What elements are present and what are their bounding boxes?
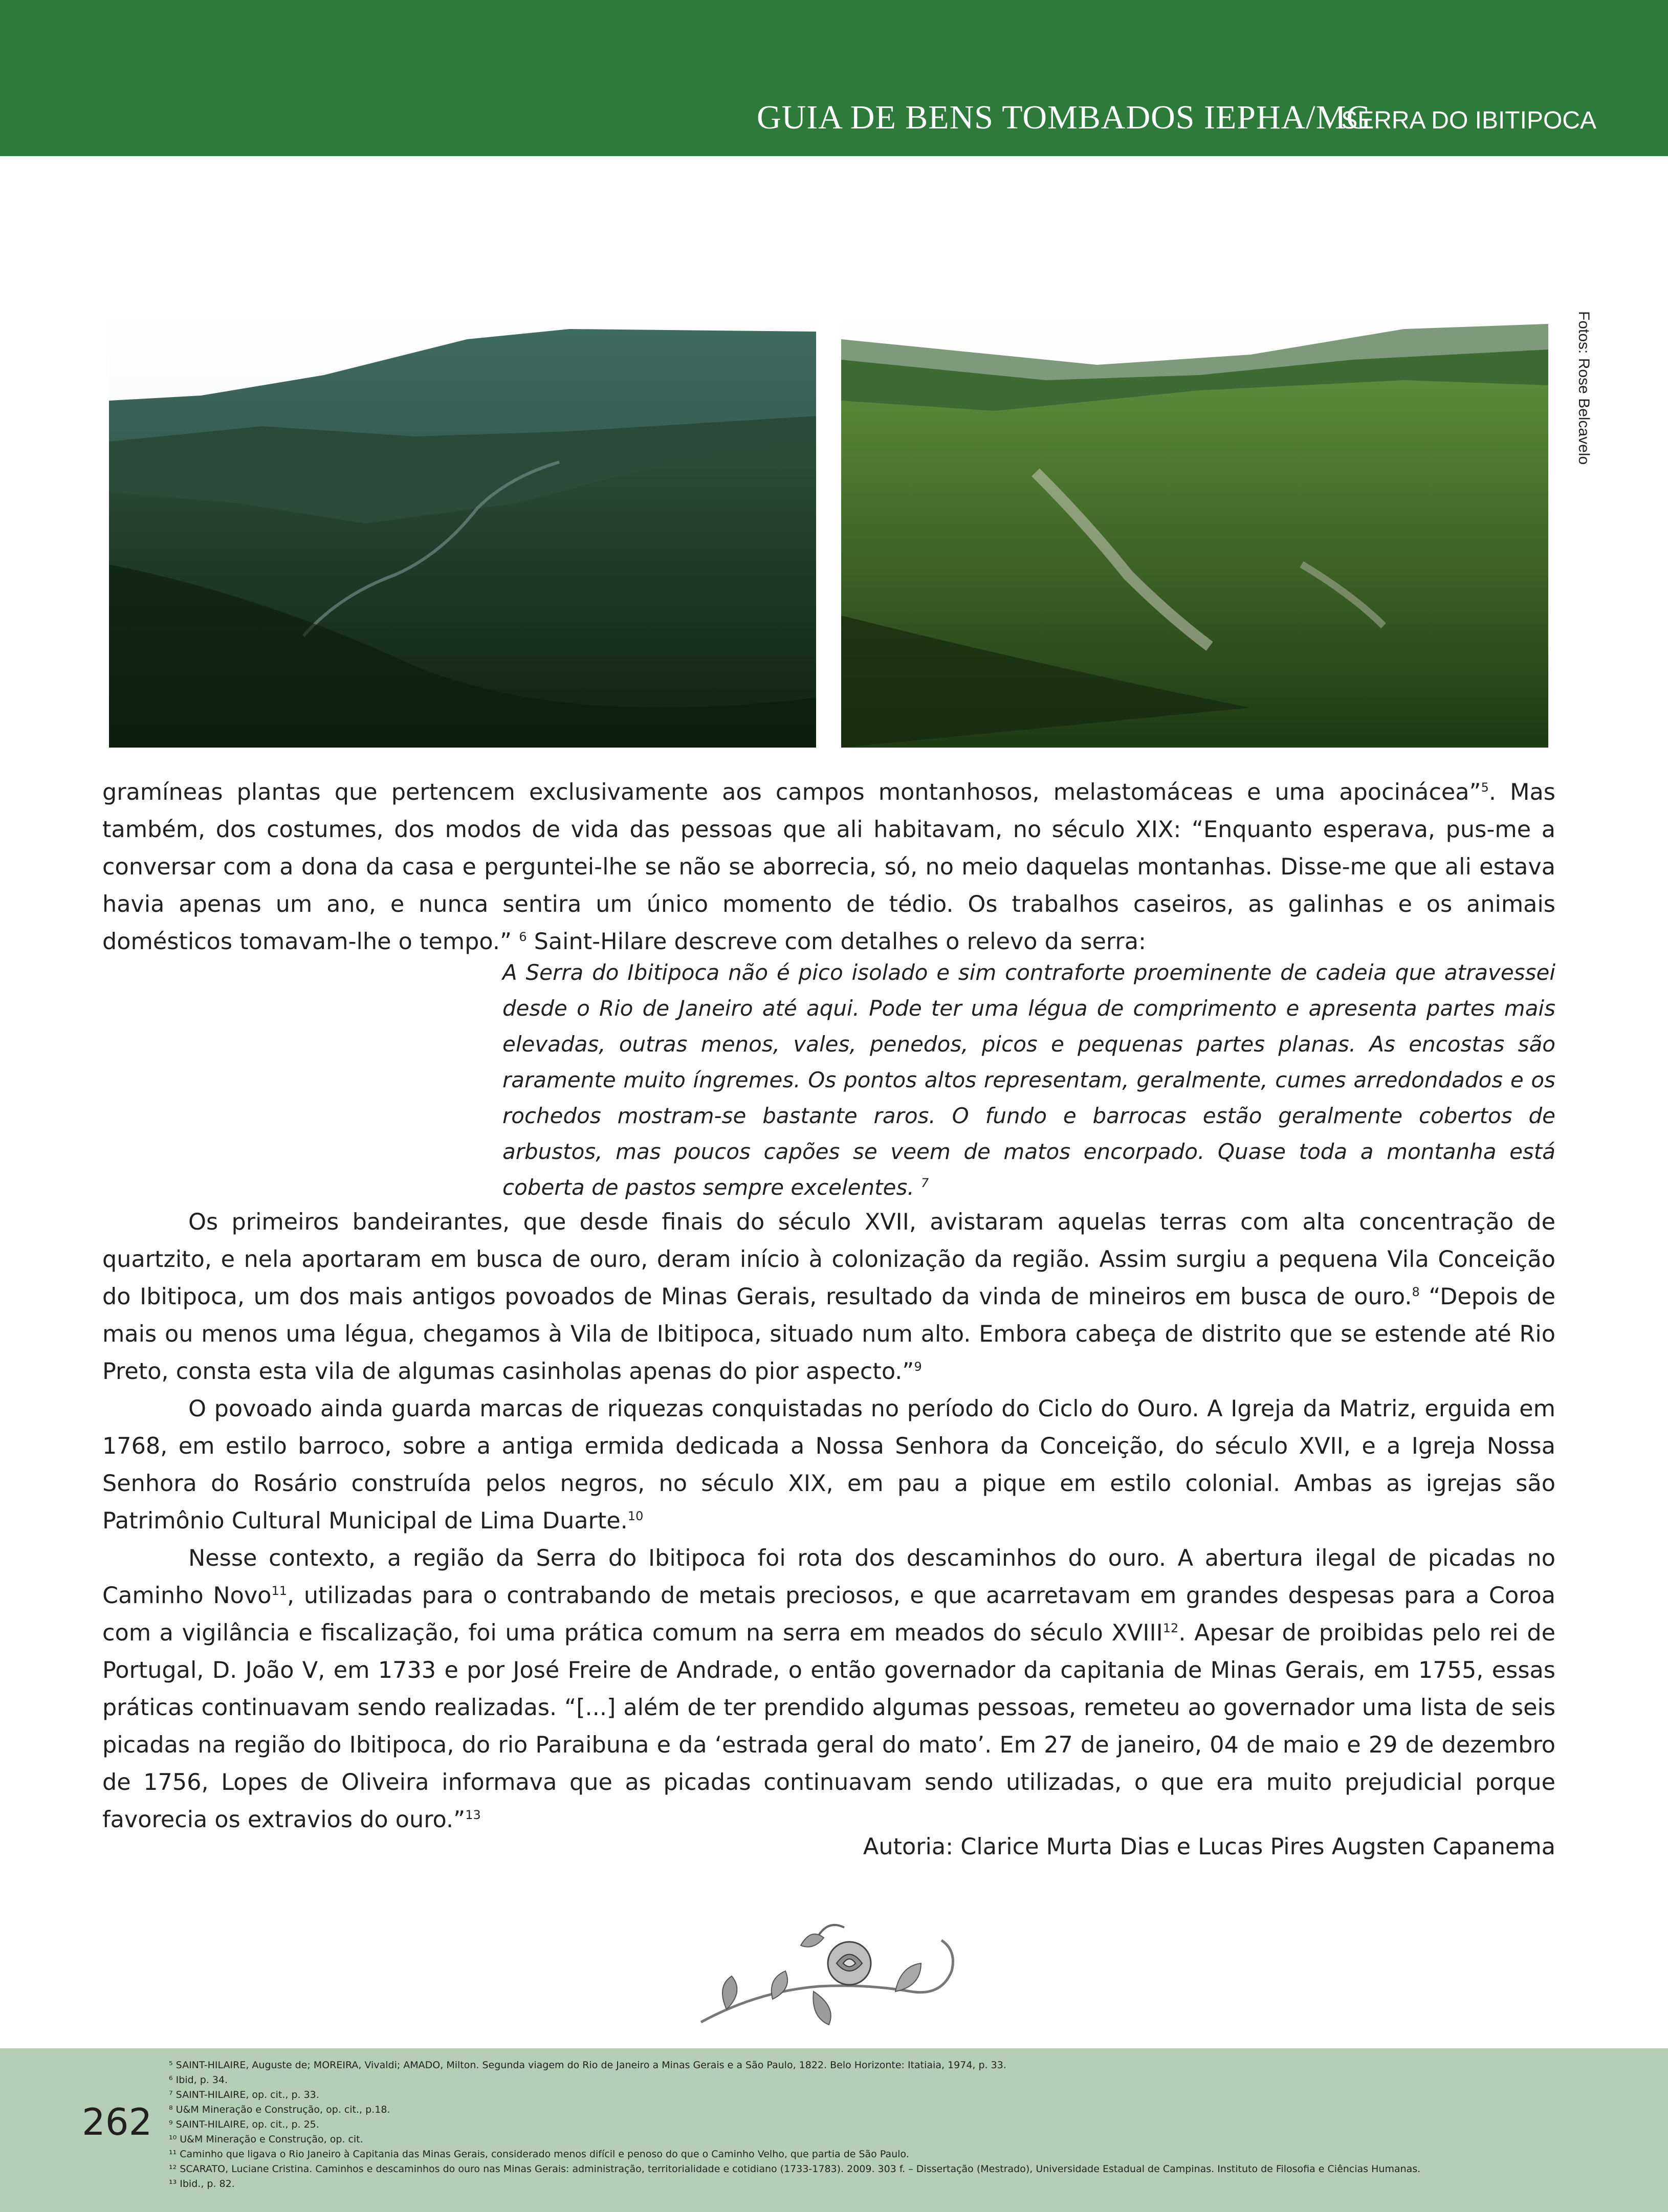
p2-text-b: “Depois de mais ou menos uma légua, chegamos à Vila de Ibitipoca, situado num alto. Embora cabeça de distrito que se estende até Rio Preto, consta esta vila de algumas casinholas apenas do pior aspecto.”	[102, 1284, 1555, 1385]
photo-credit-text: Fotos: Rose Belcavelo	[1575, 311, 1592, 465]
footnote-ref: 9	[914, 1360, 922, 1374]
footnote: ⁷ SAINT-HILAIRE, op. cit., p. 33.	[169, 2089, 319, 2100]
footnote: ⁹ SAINT-HILAIRE, op. cit., p. 25.	[169, 2119, 319, 2130]
footnote-ref: 5	[1481, 780, 1489, 795]
footnote: ¹¹ Caminho que ligava o Rio Janeiro à Capitania das Minas Gerais, considerado menos difícil e penoso do que o Caminho Velho, que partia de São Paulo.	[169, 2149, 909, 2160]
intro-text-c: Saint-Hilare descreve com detalhes o relevo da serra:	[526, 929, 1146, 955]
intro-paragraph	[102, 774, 1555, 960]
quote-text: A Serra do Ibitipoca não é pico isolado e sim contraforte proeminente de cadeia que atravessei desde o Rio de Janeiro até aqui. Pode ter uma légua de comprimento e apresenta partes mais elevadas, outras menos, vales, penedos, picos e pequenas partes planas. As encostas são raramente muito íngremes. Os pontos altos representam, geralmente, cumes arredondados e os rochedos mostram-se bastante raros. O fundo e barrocas estão geralmente cobertos de arbustos, mas poucos capões se veem de matos encorpado. Quase toda a montanha está coberta de pastos sempre excelentes.	[502, 960, 1555, 1200]
p4-text-b: , utilizadas para o contrabando de metais preciosos, e que acarretavam em grandes despesas para a Coroa com a vigilância e fiscalização, foi uma prática comum na serra em meados do século XVIII	[102, 1583, 1556, 1646]
footnote-ref: 13	[465, 1808, 481, 1823]
canyon-forest-image	[841, 309, 1548, 748]
footnote: ¹² SCARATO, Luciane Cristina. Caminhos e descaminhos do ouro nas Minas Gerais: administração, territorialidade e cotidiano (1733-1783). 2009. 303 f. – Dissertação (Mestrado), Universidade Estadual de Campinas. Instituto de Filosofia e Ciências Humanas.	[169, 2163, 1421, 2175]
paragraph-descaminhos	[102, 1540, 1555, 1838]
main-paragraphs	[102, 1203, 1555, 1838]
footnote: ¹⁰ U&M Mineração e Construção, op. cit.	[169, 2134, 363, 2145]
p3-text-a: O povoado ainda guarda marcas de riquezas conquistadas no período do Ciclo do Ouro. A Igreja da Matriz, erguida em 1768, em estilo barroco, sobre a antiga ermida dedicada a Nossa Senhora da Conceição, do século XVII, e a Igreja Nossa Senhora do Rosário construída pelos negros, no século XIX, em pau a pique em estilo colonial. Ambas as igrejas são Patrimônio Cultural Municipal de Lima Duarte.	[102, 1396, 1555, 1534]
author-credit: Autoria: Clarice Murta Dias e Lucas Pires Augsten Capanema	[863, 1834, 1555, 1860]
footnote-ref: 8	[1412, 1285, 1420, 1300]
footnote: ⁶ Ibid, p. 34.	[169, 2074, 228, 2086]
header-bar	[0, 0, 1668, 156]
block-quote	[502, 955, 1555, 1206]
footnote-ref: 6	[519, 930, 527, 945]
paragraph-povoado	[102, 1390, 1555, 1540]
footnote: ⁸ U&M Mineração e Construção, op. cit., p.18.	[169, 2104, 390, 2115]
photo-credit	[1568, 311, 1598, 465]
footnote-ref: 12	[1162, 1621, 1179, 1636]
paragraph-bandeirantes	[102, 1203, 1555, 1390]
footnote-ref: 7	[921, 1176, 929, 1190]
section-title: SERRA DO IBITIPOCA	[1341, 107, 1596, 134]
mountain-valley-image	[109, 309, 816, 748]
footnote: ¹³ Ibid., p. 82.	[169, 2178, 235, 2189]
footnote-ref: 11	[271, 1584, 287, 1598]
intro-text-b: . Mas também, dos costumes, dos modos de vida das pessoas que ali habitavam, no século XIX: “Enquanto esperava, pus-me a conversar com a dona da casa e perguntei-lhe se não se aborrecia, só, no meio daquelas montanhas. Disse-me que ali estava havia apenas um ano, e nunca sentira um único momento de tédio. Os trabalhos caseiros, as galinhas e os animais domésticos tomavam-lhe o tempo.”	[102, 779, 1555, 955]
intro-text-a: gramíneas plantas que pertencem exclusivamente aos campos montanhosos, melastomáceas e uma apocinácea”	[102, 779, 1481, 805]
footnote: ⁵ SAINT-HILAIRE, Auguste de; MOREIRA, Vivaldi; AMADO, Milton. Segunda viagem do Rio de Janeiro a Minas Gerais e a São Paulo, 1822. Belo Horizonte: Itatiaia, 1974, p. 33.	[169, 2060, 1006, 2071]
publication-title: GUIA DE BENS TOMBADOS IEPHA/MG	[756, 99, 1371, 136]
landscape-photo-left	[109, 309, 816, 748]
footnote-ref: 10	[627, 1509, 644, 1524]
p4-text-a: Nesse contexto, a região da Serra do Ibitipoca foi rota dos descaminhos do ouro. A abertura ilegal de picadas no Caminho Novo	[102, 1545, 1555, 1609]
p4-text-c: . Apesar de proibidas pelo rei de Portugal, D. João V, em 1733 e por José Freire de Andrade, o então governador da capitania de Minas Gerais, em 1755, essas práticas continuavam sendo realizadas. “[...] além de ter prendido algumas pessoas, remeteu ao governador uma lista de seis picadas na região do Ibitipoca, do rio Paraibuna e da ‘estrada geral do mato’. Em 27 de janeiro, 04 de maio e 29 de dezembro de 1756, Lopes de Oliveira informava que as picadas continuavam sendo utilizadas, o que era muito prejudicial porque favorecia os extravios do ouro.”	[102, 1620, 1556, 1833]
rose-ornament-icon	[696, 1915, 972, 2032]
landscape-photo-right	[841, 309, 1548, 748]
page-number: 262	[82, 2100, 152, 2143]
p2-text-a: Os primeiros bandeirantes, que desde finais do século XVII, avistaram aquelas terras com alta concentração de quartzito, e nela aportaram em busca de ouro, deram início à colonização da região. Assim surgiu a pequena Vila Conceição do Ibitipoca, um dos mais antigos povoados de Minas Gerais, resultado da vinda de mineiros em busca de ouro.	[102, 1209, 1555, 1310]
footnotes	[169, 2058, 1581, 2192]
